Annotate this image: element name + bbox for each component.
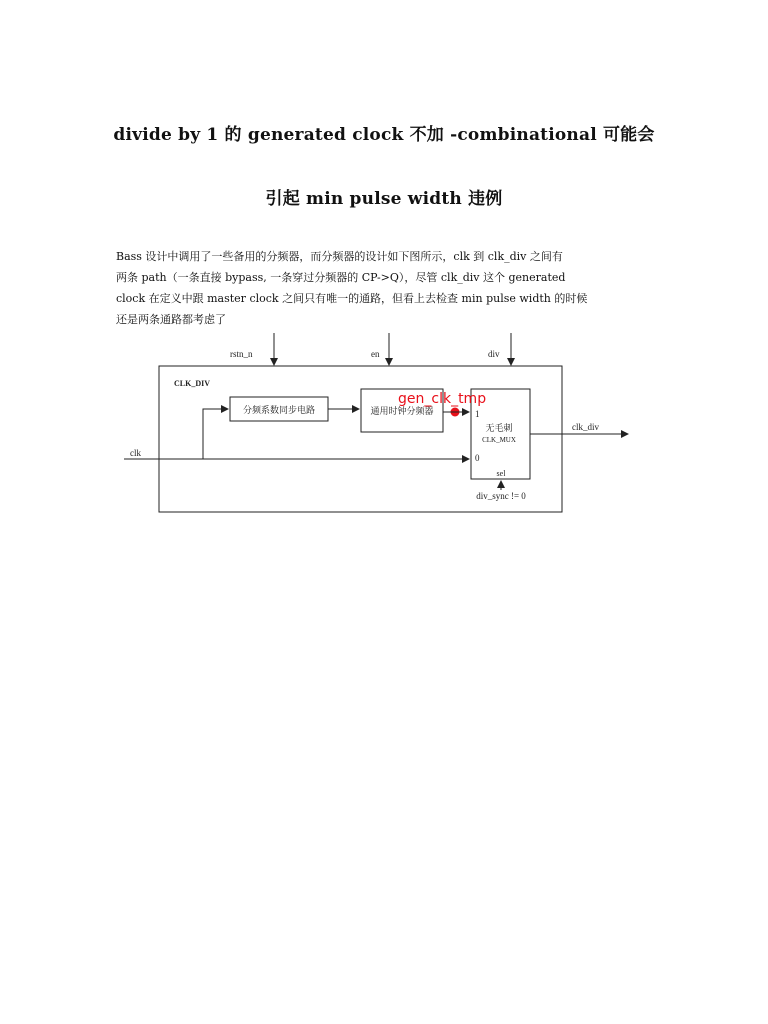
mux-name-cn: 无毛刺 xyxy=(485,424,513,434)
clk-branch-wire xyxy=(203,409,228,459)
mux-input-1-label: 1 xyxy=(475,409,480,419)
clock-divider-label: 通用时钟分频器 xyxy=(370,407,434,417)
clk-div-output-label: clk_div xyxy=(572,422,599,432)
mux-sel-label: sel xyxy=(496,469,506,478)
clk-div-block-label: CLK_DIV xyxy=(174,379,211,388)
rstn-input-label: rstn_n xyxy=(230,349,253,359)
sel-condition-label: div_sync != 0 xyxy=(476,491,526,501)
mux-name-en: CLK_MUX xyxy=(482,436,516,444)
document-title-line-1: divide by 1 的 generated clock 不加 -combinational 可能会 xyxy=(113,125,655,145)
clk-input-label: clk xyxy=(130,448,141,458)
en-input-label: en xyxy=(371,349,380,359)
document-title-line-2: 引起 min pulse width 违例 xyxy=(265,189,503,209)
paragraph-line: clock 在定义中跟 master clock 之间只有唯一的通路，但看上去检查 min pulse width 的时候 xyxy=(116,292,588,305)
gen-clk-tmp-annotation: gen_clk_tmp xyxy=(398,391,487,407)
div-input-label: div xyxy=(488,349,500,359)
mux-input-0-label: 0 xyxy=(475,453,480,463)
paragraph-line: Bass 设计中调用了一些备用的分频器，而分频器的设计如下图所示，clk 到 clk_div 之间有 xyxy=(116,250,563,263)
divide-ratio-sync-label: 分频系数同步电路 xyxy=(242,406,316,416)
paragraph-line: 两条 path（一条直接 bypass, 一条穿过分频器的 CP->Q），尽管 clk_div 这个 generated xyxy=(116,271,566,284)
paragraph-line: 还是两条通路都考虑了 xyxy=(116,313,226,326)
